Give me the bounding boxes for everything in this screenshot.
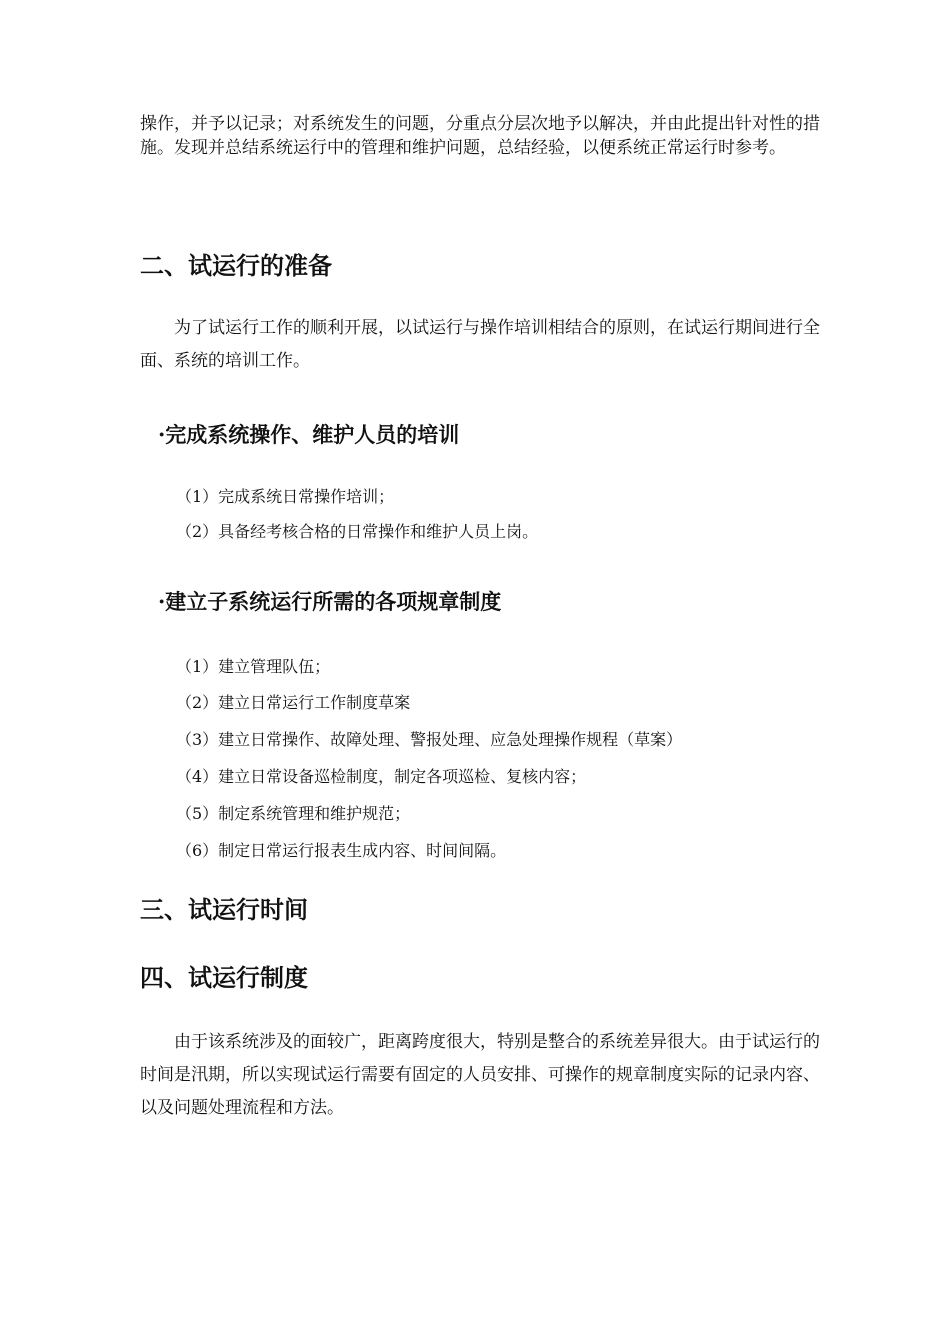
section-heading-time: 三、试运行时间 (140, 896, 308, 924)
preparation-paragraph: 为了试运行工作的顺利开展，以试运行与操作培训相结合的原则，在试运行期间进行全面、系统的培训工作。 (140, 318, 820, 371)
subheading-regulations: ·建立子系统运行所需的各项规章制度 (158, 589, 502, 614)
section-heading-preparation: 二、试运行的准备 (140, 252, 332, 280)
list-item: （4）建立日常设备巡检制度，制定各项巡检、复核内容； (176, 767, 587, 786)
regime-paragraph: 由于该系统涉及的面较广，距离跨度很大，特别是整合的系统差异很大。由于试运行的时间是汛期，所以实现试运行需要有固定的人员安排、可操作的规章制度实际的记录内容、以及问题处理流程和方法。 (140, 1032, 820, 1118)
section-heading-regime: 四、试运行制度 (140, 964, 308, 992)
list-item: （1）完成系统日常操作培训； (176, 487, 395, 506)
list-item: （6）制定日常运行报表生成内容、时间间隔。 (176, 841, 507, 860)
list-item: （2）具备经考核合格的日常操作和维护人员上岗。 (176, 522, 539, 541)
subheading-training: ·完成系统操作、维护人员的培训 (158, 422, 460, 447)
list-item: （1）建立管理队伍； (176, 657, 331, 676)
list-item: （3）建立日常操作、故障处理、警报处理、应急处理操作规程（草案） (176, 730, 683, 749)
list-item: （2）建立日常运行工作制度草案 (176, 693, 411, 712)
intro-paragraph: 操作，并予以记录；对系统发生的问题，分重点分层次地予以解决，并由此提出针对性的措施。发现并总结系统运行中的管理和维护问题，总结经验，以便系统正常运行时参考。 (140, 114, 820, 158)
list-item: （5）制定系统管理和维护规范； (176, 804, 411, 823)
